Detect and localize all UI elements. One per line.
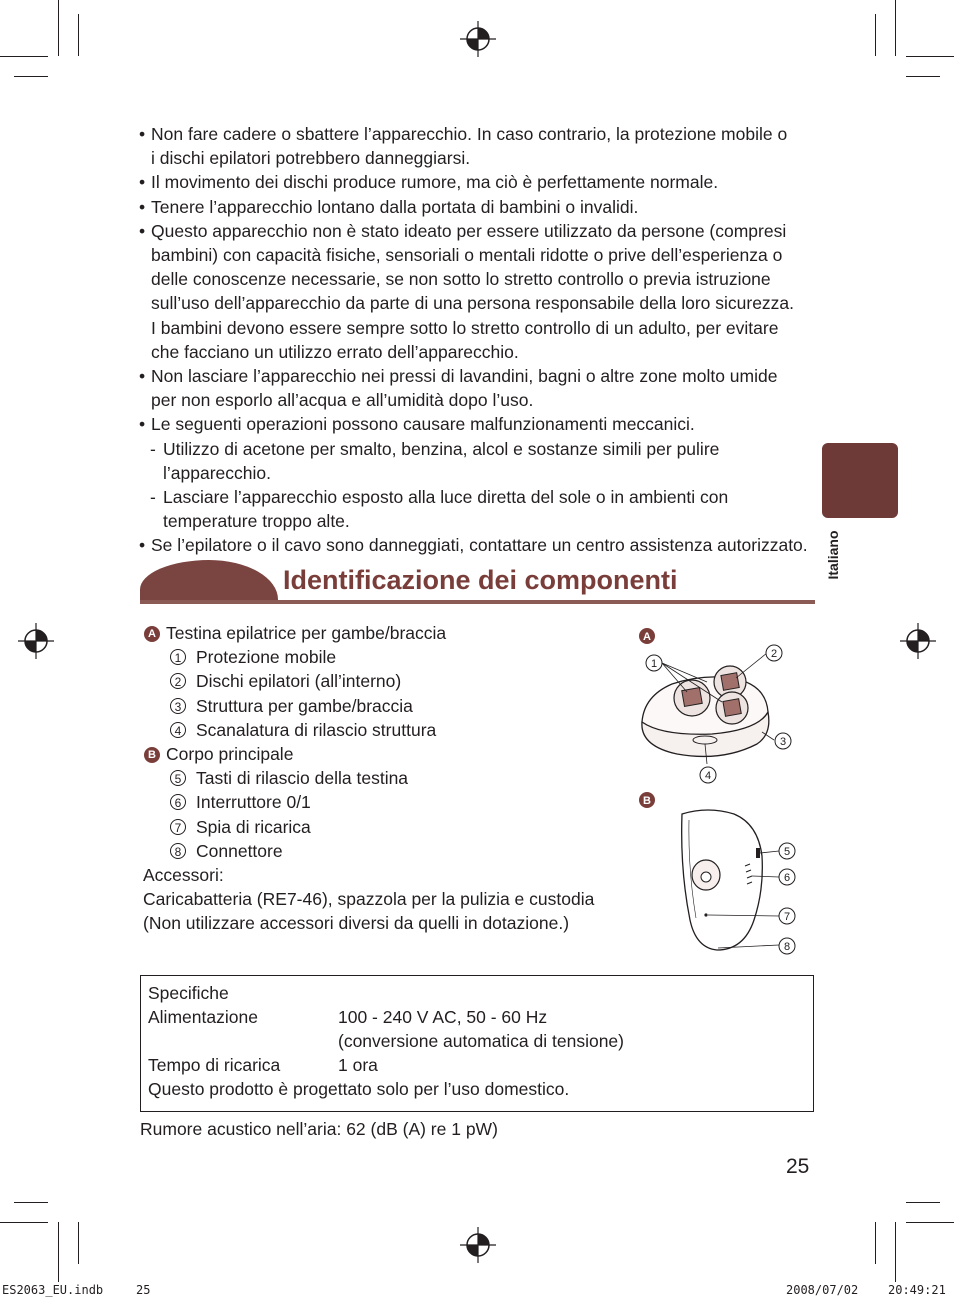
crop-mark [0,1222,48,1223]
crop-mark [906,56,954,57]
crop-mark [58,1222,59,1282]
spec-domestic-note: Questo prodotto è progettato solo per l’uso domestico. [148,1079,570,1099]
svg-text:6: 6 [783,872,791,884]
crop-mark [14,76,48,77]
bullet-text: i dischi epilatori potrebbero danneggiarsi. [151,148,471,169]
svg-text:A: A [643,631,651,643]
bullet-text: Tenere l’apparecchio lontano dalla portata di bambini o invalidi. [151,196,639,217]
bullet-line [139,146,829,170]
bullet-text: Se l’epilatore o il cavo sono danneggiati, contattare un centro assistenza autorizzato. [151,535,808,556]
bullet-line [139,243,829,267]
part-number-icon: 4 [170,722,186,738]
badge-a-icon: A [144,626,160,642]
bullet-line [139,388,829,412]
part-item [143,718,594,742]
crop-mark [78,1222,79,1264]
main-body-illustration [632,790,802,960]
crop-mark [58,0,59,56]
accessories-heading: Accessori: [143,864,224,885]
bullet-text: Lasciare l’apparecchio esposto alla luce diretta del sole o in ambienti con [163,487,729,508]
bullet-text: per non esporlo all’acqua e all’umidità dopo l’uso. [151,390,534,411]
group-a-row [143,621,594,645]
bullet-marker: • [139,220,146,241]
crop-mark [906,1222,954,1223]
group-a-label: Testina epilatrice per gambe/braccia [166,623,447,643]
bullet-text: Questo apparecchio non è stato ideato per essere utilizzato da persone (compresi [151,220,787,241]
registration-mark-icon [458,1225,498,1265]
registration-mark-icon [458,19,498,59]
part-label: Dischi epilatori (all’interno) [196,671,402,692]
crop-mark [0,56,48,57]
bullet-line [139,219,829,243]
part-number-icon: 2 [170,673,186,689]
crop-mark [895,0,896,56]
part-item [143,669,594,693]
specifications-box [140,975,814,1112]
epilator-head-illustration [632,626,802,796]
bullet-line [139,267,829,291]
svg-text:7: 7 [783,911,791,923]
crop-mark [906,1202,940,1203]
bullet-line [139,195,829,219]
svg-text:3: 3 [779,736,787,748]
part-item [143,790,594,814]
svg-text:B: B [643,795,651,807]
parts-list [143,621,594,935]
crop-mark [895,1222,896,1282]
bullet-marker: • [139,366,146,387]
bullet-line [139,461,829,485]
crop-mark [875,14,876,56]
language-tab [822,443,898,518]
crop-mark [14,1202,48,1203]
spec-charge-value: 1 ora [338,1055,378,1075]
registration-mark-icon [16,621,56,661]
page-number: 25 [786,1155,810,1178]
svg-text:8: 8 [783,941,791,953]
registration-mark-icon [898,621,938,661]
part-item [143,766,594,790]
part-label: Scanalatura di rilascio struttura [196,719,437,740]
bullet-line [139,316,829,340]
bullet-text: I bambini devono essere sempre sotto lo stretto controllo di un adulto, per evitare [151,317,779,338]
bullet-text: che facciano un utilizzo errato dell’apparecchio. [151,341,519,362]
bullet-line [139,437,829,461]
part-label: Connettore [196,840,283,861]
crop-mark [78,14,79,56]
part-label: Protezione mobile [196,647,337,668]
bullet-text: sull’uso dell’apparecchio da parte di una persona responsabile della loro sicurezza. [151,293,795,314]
part-item [143,694,594,718]
bullet-line [139,170,829,194]
part-number-icon: 8 [170,843,186,859]
bullet-text: l’apparecchio. [163,462,271,483]
part-number-icon: 1 [170,649,186,665]
safety-bullet-list [139,122,829,558]
bullet-text: Non lasciare l’apparecchio nei pressi di lavandini, bagni o altre zone molto umide [151,366,778,387]
bullet-marker: - [150,487,156,508]
part-number-icon: 6 [170,794,186,810]
bullet-line [139,122,829,146]
part-number-icon: 7 [170,819,186,835]
language-label: Italiano [825,530,841,580]
bullet-text: Il movimento dei dischi produce rumore, ma ciò è perfettamente normale. [151,172,719,193]
accessories-note: (Non utilizzare accessori diversi da quelli in dotazione.) [143,913,570,934]
spec-charge-label: Tempo di ricarica [148,1055,281,1075]
bullet-text: Le seguenti operazioni possono causare malfunzionamenti meccanici. [151,414,695,435]
bullet-marker: • [139,535,146,556]
spec-title: Specifiche [148,983,229,1003]
bullet-line [139,340,829,364]
bullet-line [139,291,829,315]
svg-text:2: 2 [770,648,778,660]
spec-power-value: 100 - 240 V AC, 50 - 60 Hz [338,1007,548,1027]
bullet-text: Utilizzo di acetone per smalto, benzina, alcol e sostanze simili per pulire [163,438,720,459]
group-b-row [143,742,594,766]
spec-power-label: Alimentazione [148,1007,258,1027]
bullet-marker: • [139,124,146,144]
part-label: Spia di ricarica [196,816,311,837]
part-item [143,645,594,669]
svg-text:4: 4 [704,770,712,782]
footer-page: 25 [136,1283,151,1297]
bullet-line [139,412,829,436]
crop-mark [875,1222,876,1264]
bullet-line [139,509,829,533]
bullet-line [139,485,829,509]
part-item [143,839,594,863]
bullet-text: Non fare cadere o sbattere l’apparecchio. In caso contrario, la protezione mobile o [151,124,788,144]
bullet-text: delle conoscenze necessarie, se non sotto lo stretto controllo o previa istruzione [151,269,771,290]
part-number-icon: 3 [170,698,186,714]
footer-file: ES2063_EU.indb [2,1283,104,1297]
accessories-text: Caricabatteria (RE7-46), spazzola per la pulizia e custodia [143,889,595,910]
section-heading-tab [140,560,278,602]
noise-statement: Rumore acustico nell’aria: 62 (dB (A) re 1 pW) [140,1119,498,1139]
bullet-marker: • [139,414,146,435]
bullet-text: bambini) con capacità fisiche, sensoriali o mentali ridotte o prive dell’esperienza o [151,245,783,266]
bullet-text: temperature troppo alte. [163,511,350,532]
badge-b-icon: B [144,747,160,763]
spec-power-note: (conversione automatica di tensione) [338,1031,624,1051]
bullet-marker: - [150,438,156,459]
svg-text:1: 1 [650,658,658,670]
section-title: Identificazione dei componenti [283,565,678,595]
part-number-icon: 5 [170,770,186,786]
footer-date: 2008/07/02 [786,1283,859,1297]
bullet-marker: • [139,196,146,217]
part-item [143,815,594,839]
group-b-label: Corpo principale [166,743,294,764]
part-label: Tasti di rilascio della testina [196,768,409,789]
section-heading-rule [140,600,815,604]
part-label: Struttura per gambe/braccia [196,695,413,716]
bullet-line [139,533,829,557]
bullet-marker: • [139,172,146,193]
footer-time: 20:49:21 [888,1283,946,1297]
svg-text:5: 5 [783,846,791,858]
crop-mark [906,76,940,77]
bullet-line [139,364,829,388]
part-label: Interruttore 0/1 [196,792,311,813]
